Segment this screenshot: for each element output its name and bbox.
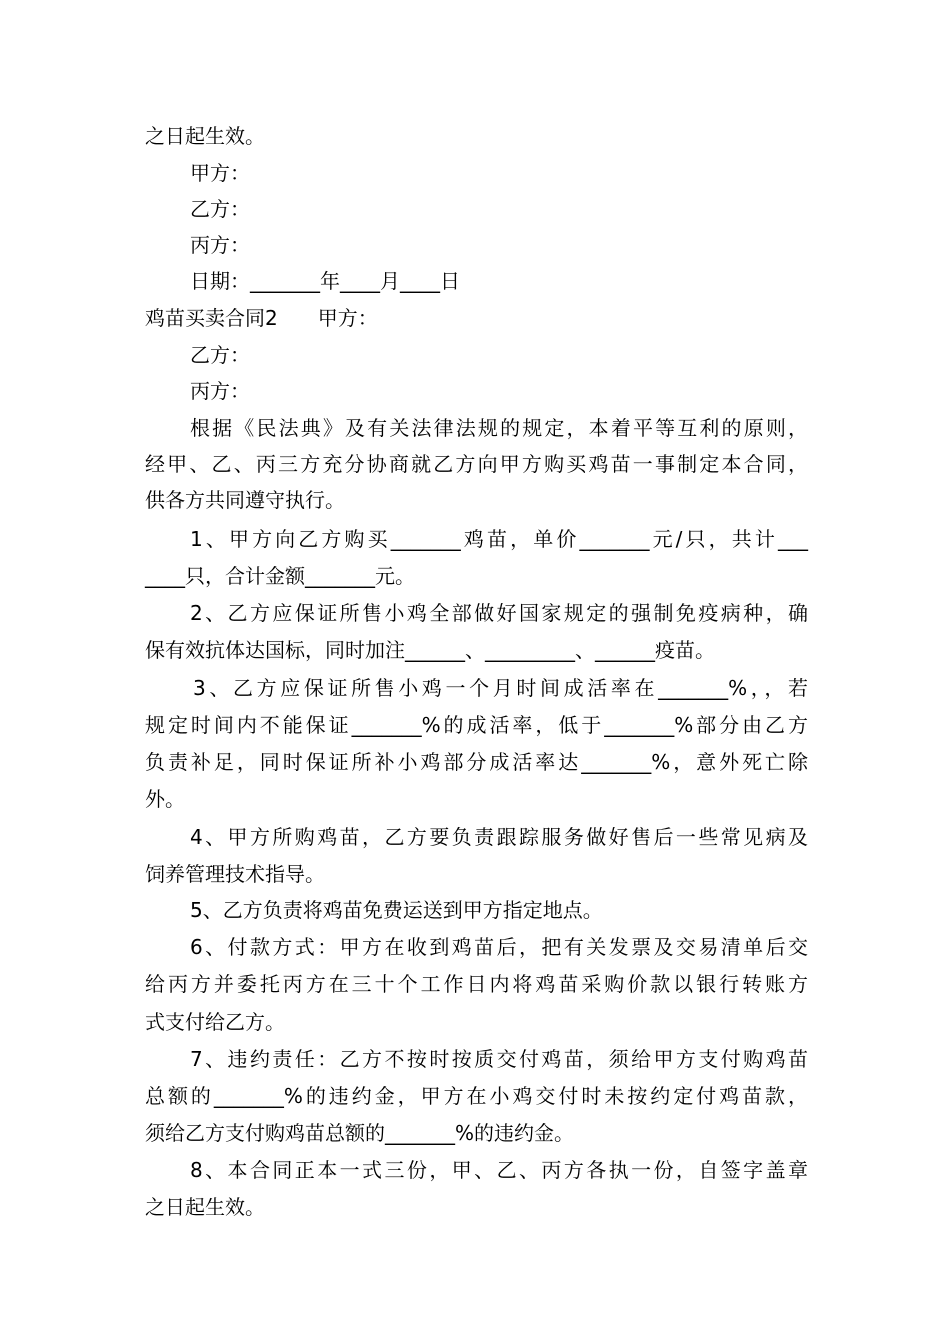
- contract-title: 鸡苗买卖合同2 甲方：: [145, 306, 378, 330]
- clause-6-line: 式支付给乙方。: [145, 1010, 285, 1034]
- party-c-label: 丙方：: [190, 379, 250, 403]
- party-a-label: 甲方：: [190, 161, 250, 185]
- clause-7-line: 须给乙方支付购鸡苗总额的_______%的违约金。: [145, 1121, 575, 1145]
- text-line: 之日起生效。: [145, 124, 265, 148]
- preamble-line: 供各方共同遵守执行。: [145, 488, 345, 512]
- clause-6-line: 给丙方并委托丙方在三十个工作日内将鸡苗采购价款以银行转账方: [145, 972, 808, 996]
- party-b-label: 乙方：: [190, 343, 250, 367]
- clause-1-line: ____只，合计金额_______元。: [145, 564, 415, 588]
- clause-3-line: 外。: [145, 787, 185, 811]
- preamble-line: 经甲、乙、丙三方充分协商就乙方向甲方购买鸡苗一事制定本合同，: [145, 452, 808, 476]
- clause-6-line: 6、付款方式：甲方在收到鸡苗后，把有关发票及交易清单后交: [190, 935, 808, 959]
- clause-7-line: 7、违约责任：乙方不按时按质交付鸡苗，须给甲方支付购鸡苗: [190, 1047, 808, 1071]
- preamble-line: 根据《民法典》及有关法律法规的规定，本着平等互利的原则，: [190, 416, 808, 440]
- clause-1-line: 1、甲方向乙方购买_______鸡苗，单价_______元/只，共计___: [190, 527, 808, 551]
- clause-3-line: 规定时间内不能保证_______%的成活率，低于_______%部分由乙方: [145, 713, 808, 737]
- clause-5-line: 5、乙方负责将鸡苗免费运送到甲方指定地点。: [190, 898, 603, 922]
- clause-3-line: 3、乙方应保证所售小鸡一个月时间成活率在_______%，，若: [193, 676, 808, 700]
- clause-2-line: 保有效抗体达国标，同时加注______、_________、______疫苗。: [145, 638, 715, 662]
- party-b-label: 乙方：: [190, 197, 250, 221]
- clause-7-line: 总额的_______%的违约金，甲方在小鸡交付时未按约定付鸡苗款，: [145, 1084, 808, 1108]
- clause-2-line: 2、乙方应保证所售小鸡全部做好国家规定的强制免疫病种，确: [190, 601, 808, 625]
- clause-8-line: 之日起生效。: [145, 1195, 265, 1219]
- clause-4-line: 饲养管理技术指导。: [145, 862, 325, 886]
- clause-8-line: 8、本合同正本一式三份，甲、乙、丙方各执一份，自签字盖章: [190, 1158, 808, 1182]
- clause-4-line: 4、甲方所购鸡苗，乙方要负责跟踪服务做好售后一些常见病及: [190, 825, 808, 849]
- party-c-label: 丙方：: [190, 233, 250, 257]
- date-line: 日期：_______年____月____日: [190, 269, 460, 293]
- clause-3-line: 负责补足，同时保证所补小鸡部分成活率达_______%，意外死亡除: [145, 750, 808, 774]
